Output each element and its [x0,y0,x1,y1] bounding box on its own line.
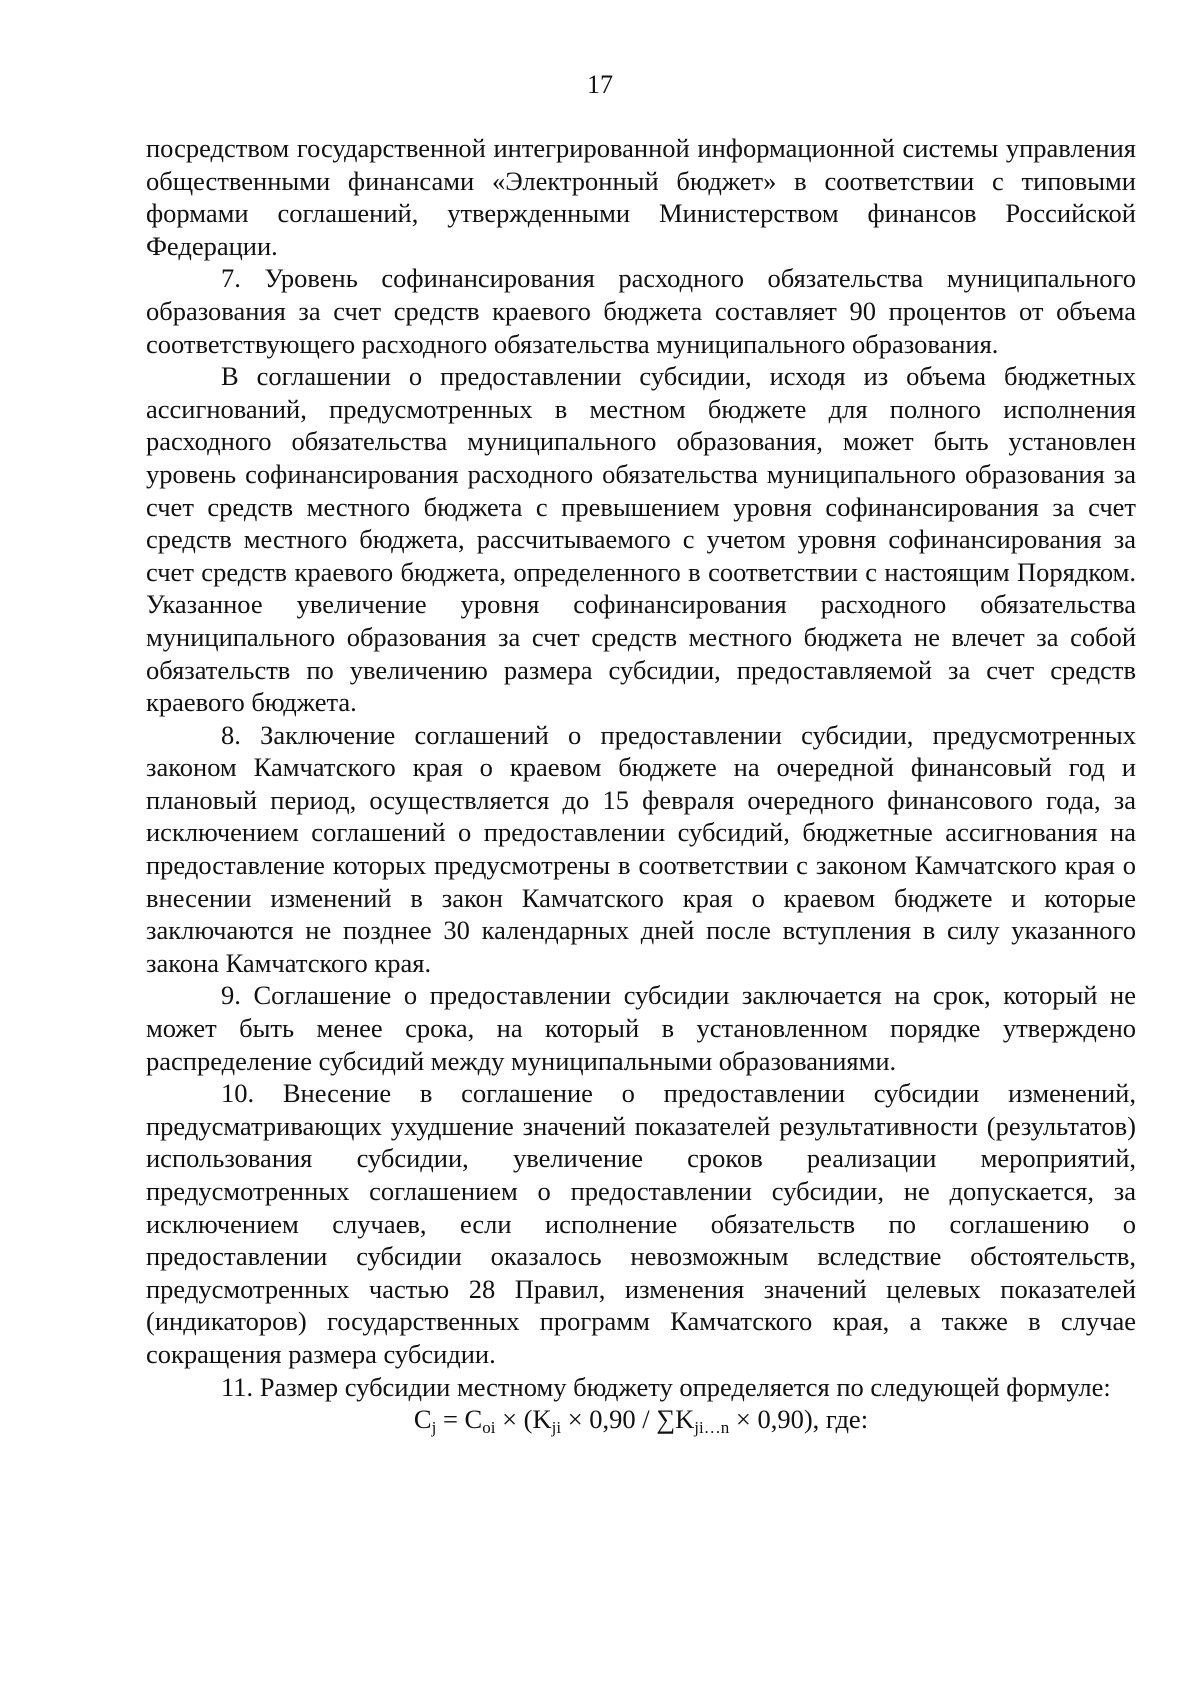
formula-c-sub: j [431,1418,437,1438]
subsidy-formula [146,1403,1136,1436]
formula-k2-sub: ji…n [694,1418,730,1438]
document-body [146,132,1136,1436]
paragraph-7-agreement: В соглашении о предоставлении субсидии, исходя из объема бюджетных ассигнований, предусмотренных в местном бюджете для полного исполнения расходного обязательства муниципального образования, может быть установлен уровень софинансирования расходного обязательства муниципального образования за счет средств местного бюджета с превышением уровня софинансирования за счет средств местного бюджета, рассчитываемого с учетом уровня софинансирования за счет средств краевого бюджета, определенного в соответствии с настоящим Порядком. Указанное увеличение уровня софинансирования расходного обязательства муниципального образования за счет средств местного бюджета не влечет за собой обязательств по увеличению размера субсидии, предоставляемой за счет средств краевого бюджета. [146,361,1136,718]
paragraph-11: 11. Размер субсидии местному бюджету определяется по следующей формуле: [221,1371,1111,1402]
formula-open: × (K [495,1404,552,1435]
formula-c: C [413,1404,432,1435]
formula-tail: × 0,90), где: [729,1404,869,1435]
formula-eq: = C [436,1404,483,1435]
paragraph-continuation: посредством государственной интегрированной информационной системы управления общественными финансами «Электронный бюджет» в соответствии с типовыми формами соглашений, утвержденными Министерством финансов Российской Федерации. [146,133,1136,261]
paragraph-7: 7. Уровень софинансирования расходного обязательства муниципального образования за счет средств краевого бюджета составляет 90 процентов от объема соответствующего расходного обязательства муниципального образования. [146,263,1136,359]
formula-c0-sub: oi [482,1418,496,1438]
page-number: 17 [587,70,613,99]
paragraph-8: 8. Заключение соглашений о предоставлении субсидии, предусмотренных законом Камчатского края о краевом бюджете на очередной финансовый год и плановый период, осуществляется до 15 февраля очередного финансового года, за исключением соглашений о предоставлении субсидий, бюджетные ассигнования на предоставление которых предусмотрены в соответствии с законом Камчатского края о внесении изменений в закон Камчатского края о краевом бюджете и которые заключаются не позднее 30 календарных дней после вступления в силу указанного закона Камчатского края. [146,719,1136,978]
paragraph-10: 10. Внесение в соглашение о предоставлении субсидии изменений, предусматривающих ухудшение значений показателей результативности (результатов) использования субсидии, увеличение сроков реализации мероприятий, предусмотренных соглашением о предоставлении субсидии, не допускается, за исключением случаев, если исполнение обязательств по соглашению о предоставлении субсидии оказалось невозможным вследствие обстоятельств, предусмотренных частью 28 Правил, изменения значений целевых показателей (индикаторов) государственных программ Камчатского края, а также в случае сокращения размера субсидии. [146,1078,1136,1369]
paragraph-9: 9. Соглашение о предоставлении субсидии заключается на срок, который не может быть менее срока, на который в установленном порядке утверждено распределение субсидий между муниципальными образованиями. [146,980,1136,1076]
formula-k-sub: ji [551,1418,562,1438]
formula-mid: × 0,90 / ∑K [561,1404,695,1435]
